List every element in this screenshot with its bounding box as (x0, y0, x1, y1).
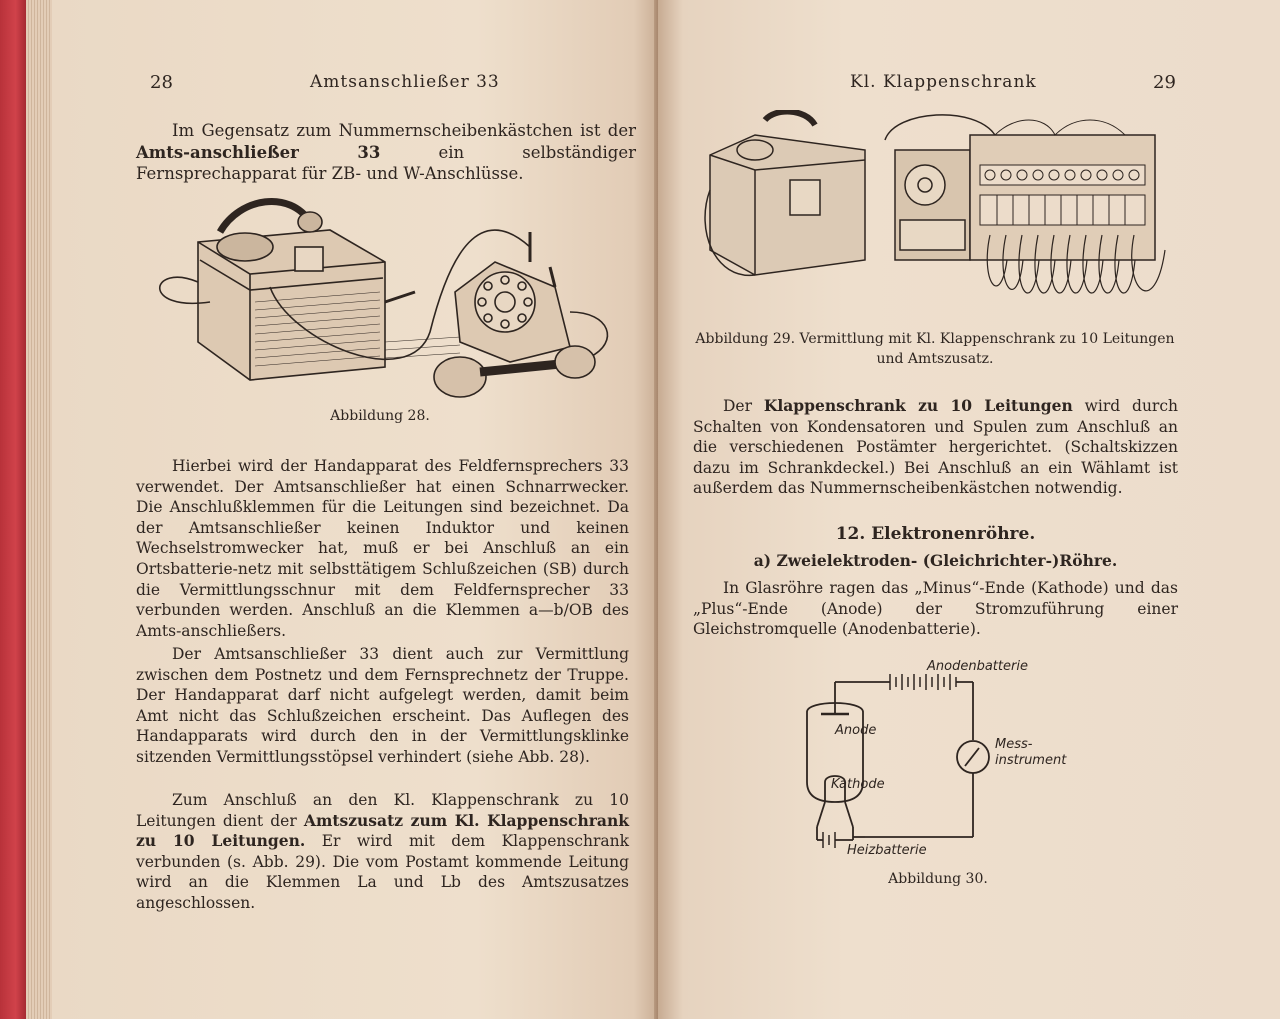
subsection-heading: a) Zweielektroden- (Gleichrichter-)Röhre. (753, 551, 1118, 570)
left-intro-paragraph: Im Gegensatz zum Nummernscheibenkästchen ist der Amts-anschließer 33 ein selbständiger Fernsprechapparat für ZB- und W-Anschlüsse. (136, 121, 636, 183)
right-running-head: Kl. Klappenschrank (850, 72, 1037, 92)
left-paragraph-3: Zum Anschluß an den Kl. Klappenschrank zu 10 Leitungen dient der Amtszusatz zum Kl. Klappenschrank zu 10 Leitungen. Er wird mit dem Klappenschrank verbunden (s. Abb. 29). Die vom Postamt kommende Leitung wird an die Klemmen La und Lb des Amtszusatzes angeschlossen. (136, 791, 629, 912)
label-mess: Mess- (995, 737, 1033, 752)
figure-29-switchboard (695, 110, 1185, 325)
figure-29-caption: Abbildung 29. Vermittlung mit Kl. Klappenschrank zu 10 Leitungen und Amtszusatz. (695, 331, 1175, 367)
label-kathode: Kathode (831, 777, 885, 792)
figure-28-telephone (150, 192, 640, 404)
label-heizbatterie: Heizbatterie (847, 843, 927, 858)
left-running-head: Amtsanschließer 33 (310, 72, 500, 92)
label-anode: Anode (835, 723, 877, 738)
right-paragraph-2: In Glasröhre ragen das „Minus“-Ende (Kathode) und das „Plus“-Ende (Anode) der Stromzuführung einer Gleichstromquelle (Anodenbatterie). (693, 579, 1178, 639)
left-page-number: 28 (150, 72, 173, 93)
book-cover-edge (0, 0, 26, 1019)
label-anodenbatterie: Anodenbatterie (927, 659, 1028, 674)
left-paragraph-1: Hierbei wird der Handapparat des Feldfernsprechers 33 verwendet. Der Amtsanschließer hat einen Schnarrwecker. Die Anschlußklemmen für die Leitungen sind bezeichnet. Da der Amtsanschließer keinen Induktor und keinen Wechselstromwecker hat, muß er bei Anschluß an ein Ortsbatterie-netz mit selbsttätigem Schlußzeichen (SB) durch die Vermittlungsschnur mit dem Feldfernsprecher 33 verbunden werden. Anschluß an die Klemmen a—b/OB des Amts-anschließers. (136, 457, 629, 640)
label-instrument: instrument (995, 753, 1067, 768)
left-paragraph-2: Der Amtsanschließer 33 dient auch zur Vermittlung zwischen dem Postnetz und dem Fernsprechnetz der Truppe. Der Handapparat darf nicht aufgelegt werden, damit beim Amt nicht das Schlußzeichen erscheint. Das Auflegen des Handapparats wird durch den in der Vermittlungsklinke sitzenden Vermittlungsstöpsel verhindert (siehe Abb. 28). (136, 645, 629, 766)
right-paragraph-1: Der Klappenschrank zu 10 Leitungen wird durch Schalten von Kondensatoren und Spulen zum Anschluß an die verschiedenen Postämter hergerichtet. (Schaltskizzen dazu im Schrankdeckel.) Bei Anschluß an ein Wählamt ist außerdem das Nummernscheibenkästchen notwendig. (693, 396, 1179, 498)
figure-30-diode-circuit (795, 652, 1085, 862)
figure-28-caption: Abbildung 28. (330, 408, 430, 424)
page-edges (26, 0, 52, 1019)
figure-30-caption: Abbildung 30. (888, 871, 988, 887)
right-page-number: 29 (1153, 72, 1176, 93)
section-heading: 12. Elektronenröhre. (835, 524, 1036, 544)
